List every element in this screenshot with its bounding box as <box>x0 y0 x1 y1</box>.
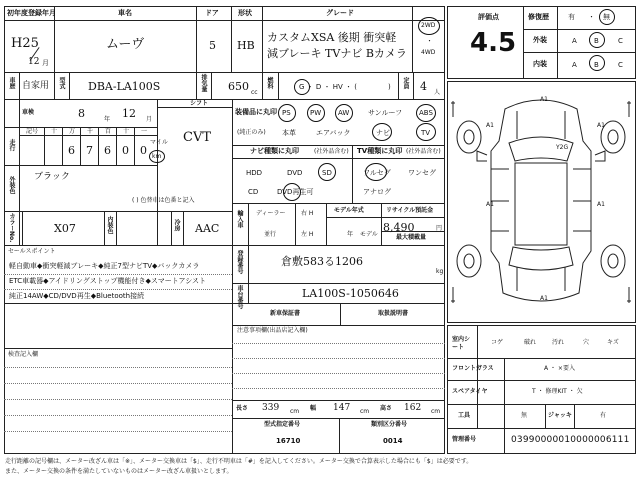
car-name-value: ムーヴ <box>106 37 145 52</box>
height-label: 高さ <box>380 405 393 412</box>
manage-value: 03990000010000006111 <box>511 435 630 445</box>
width-label: 幅 <box>310 405 317 412</box>
displacement-value: 650 <box>228 80 249 93</box>
equip-navi: ナビ <box>376 129 390 137</box>
reg-no-label: 登録番号 <box>236 250 243 274</box>
mileage-digit-3: 6 <box>104 144 111 157</box>
color-note: ( ) 色替車は色番と記入 <box>132 197 195 204</box>
type-no-label: 型式指定番号 <box>264 421 301 428</box>
seat-stain: 汚れ <box>552 339 565 346</box>
import-dealer: ディーラー <box>256 210 286 217</box>
door-label: ドア <box>205 9 219 17</box>
height-unit: cm <box>431 408 441 415</box>
displacement-unit: cc <box>251 89 258 96</box>
mileage-digit-1: 6 <box>68 144 75 157</box>
score-label: 評価点 <box>478 13 499 21</box>
length-unit: cm <box>290 408 300 415</box>
shift-label: シフト <box>190 100 209 107</box>
exterior-label: 外装 <box>533 36 547 44</box>
color-label: 外装色 <box>8 176 15 194</box>
sales-point-line2: ETC車載器◆アイドリングストップ機能付き◆スマートアシスト <box>9 277 207 285</box>
first-reg-label: 初年度登録年月 <box>7 9 56 17</box>
color-no-value: X07 <box>54 222 76 235</box>
seat-hole: 穴 <box>583 339 590 346</box>
type-no-value: 16710 <box>276 437 301 445</box>
mileage-digit-2: 7 <box>86 144 93 157</box>
color-no-label: カラーNo. <box>8 213 15 243</box>
repair-no: 無 <box>603 13 610 21</box>
interior-b: B <box>594 61 599 69</box>
model-unit: モデル <box>360 231 378 238</box>
damage-code-right-door: A1 <box>597 201 605 208</box>
mileage-label: 走行 <box>8 139 15 151</box>
inspection-month: 12 <box>122 107 136 120</box>
import-left: 左 H <box>301 231 314 238</box>
displacement-label: 排気量 <box>200 74 207 92</box>
tool-value: 無 <box>521 412 528 419</box>
drive-4wd: 4WD <box>421 49 436 56</box>
capacity-value: 4 <box>420 80 427 93</box>
recycle-unit: 円 <box>436 225 443 232</box>
seat-scratch: キズ <box>607 339 619 346</box>
tv-analog: アナログ <box>363 188 391 196</box>
navi-sd: SD <box>322 169 332 177</box>
capacity-unit: 人 <box>434 89 441 96</box>
exterior-c: C <box>618 37 623 45</box>
repair-dot: ・ <box>588 13 595 21</box>
mileage-place-1: 十 <box>51 128 58 135</box>
new-warranty-label: 新車保証書 <box>270 310 301 317</box>
length-label: 長さ <box>236 405 249 412</box>
tv-label: TV種類に丸印 <box>357 147 403 155</box>
recycle-label: リサイクル預託金 <box>386 207 434 214</box>
damage-code-left-door: A1 <box>486 201 494 208</box>
damage-code-rear: A1 <box>540 295 548 302</box>
mileage-place-3: 千 <box>87 128 94 135</box>
seat-tear: 破れ <box>524 339 537 346</box>
spare-label: スペアタイヤ <box>452 388 488 395</box>
damage-code-right-front: A1 <box>597 122 605 129</box>
mileage-place-sign: 記号 <box>26 128 39 135</box>
equip-ps: PS <box>282 109 291 117</box>
damage-code-roof: Y2G <box>556 144 569 151</box>
equip-pw: PW <box>310 109 322 117</box>
interior-color-label: 内装色 <box>106 216 113 234</box>
sales-point-line3: 純正14AW◆CD/DVD再生◆Bluetooth接続 <box>9 292 145 300</box>
ac-value: AAC <box>195 222 220 235</box>
repair-yes: 有 <box>568 13 575 21</box>
class-no-label: 類別区分番号 <box>371 421 408 428</box>
tool-label: 工具 <box>458 412 471 419</box>
equipment-sub: (純正のみ) <box>237 129 266 136</box>
repair-label: 修復歴 <box>528 13 549 21</box>
first-reg-era: H25 <box>11 36 39 51</box>
use-label: 車歴 <box>8 77 15 89</box>
seller-notes-label: 注意事項欄(出品店記入欄) <box>237 327 308 334</box>
interior-label: 内装 <box>533 60 547 68</box>
load-label: 最大積載量 <box>396 234 427 241</box>
jack-label: ジャッキ <box>548 412 572 419</box>
mileage-digit-5: 0 <box>140 144 147 157</box>
drive-2wd: 2WD <box>421 22 436 29</box>
mileage-place-5: 十 <box>123 128 130 135</box>
equipment-label: 装備品に丸印 <box>235 108 277 116</box>
reg-no-value: 倉敷583る1206 <box>281 255 363 268</box>
manual-label: 取扱説明書 <box>378 310 409 317</box>
inspection-year: 8 <box>78 107 85 120</box>
car-name-label: 車名 <box>118 9 132 17</box>
model-year-unit: 年 <box>347 231 354 238</box>
shape-label: 形状 <box>238 9 252 17</box>
fuel-label: 燃料 <box>266 77 273 89</box>
glass-value: A ・ ×要入 <box>544 365 575 372</box>
navi-sub: (社外品含む) <box>314 148 349 155</box>
load-unit: kg <box>436 268 444 275</box>
navi-dvd-play: DVD再生可 <box>277 188 314 196</box>
interior-a: A <box>572 61 577 69</box>
tv-oneseg: ワンセグ <box>408 169 436 177</box>
mileage-digit-4: 0 <box>122 144 129 157</box>
interior-c: C <box>618 61 623 69</box>
equip-airbag: エアバック <box>316 129 351 137</box>
capacity-label: 定員 <box>402 77 409 89</box>
height-value: 162 <box>404 403 422 413</box>
width-value: 147 <box>333 403 351 413</box>
use-value: 自家用 <box>22 81 50 91</box>
class-no-value: 0014 <box>383 437 403 445</box>
equip-aw: AW <box>338 109 350 117</box>
door-value: 5 <box>209 39 216 52</box>
import-parallel: 並行 <box>264 231 277 238</box>
navi-dvd: DVD <box>287 169 303 177</box>
mileage-place-2: 万 <box>69 128 76 135</box>
car-damage-diagram <box>447 81 636 323</box>
inspection-month-unit: 月 <box>146 116 153 123</box>
model-year-label: モデル年式 <box>334 207 364 214</box>
seat-label: 室内シート <box>452 336 471 351</box>
ac-label: 冷房 <box>173 219 180 231</box>
score-value: 4.5 <box>470 28 517 58</box>
navi-label: ナビ種類に丸印 <box>250 147 299 155</box>
equip-leather: 本革 <box>282 129 296 137</box>
inspector-label: 検査記入欄 <box>8 351 39 358</box>
sales-points-label: セールスポイント <box>8 248 56 255</box>
color-value: ブラック <box>34 172 70 182</box>
equip-abs: ABS <box>419 109 433 117</box>
footer-note-1: 走行距離の記号欄は、メーター改ざん車は「※」、メーター交換車は「$」、走行不明車は「#」を記入してください。メーター交換で合算表示した場合にも「$」は必要です。 <box>5 458 473 465</box>
grade-label: グレード <box>326 9 354 17</box>
fuel-tail: ) <box>388 83 391 91</box>
equip-sunroof: サンルーフ <box>368 109 403 117</box>
model-label: 型式 <box>58 77 65 89</box>
import-label: 輸入車 <box>236 210 243 228</box>
width-unit: cm <box>360 408 370 415</box>
chassis-value: LA100S-1050646 <box>302 287 399 300</box>
shape-value: HB <box>237 39 255 52</box>
footer-note-2: また、メーター交換の条件を満たしていないものはメーター改ざん車扱いとします。 <box>5 468 233 475</box>
model-value: DBA-LA100S <box>88 80 161 93</box>
tv-sub: (社外品含む) <box>406 148 441 155</box>
inspection-year-unit: 年 <box>104 116 111 123</box>
grade-line1: カスタムXSA 後期 衝突軽 <box>267 31 397 44</box>
import-right: 右 H <box>301 210 314 217</box>
mileage-place-4: 百 <box>105 128 112 135</box>
length-value: 339 <box>262 403 280 413</box>
seat-burn: コゲ <box>491 339 504 346</box>
exterior-b: B <box>594 37 599 45</box>
chassis-label: 車台番号 <box>236 285 243 309</box>
mileage-unit-km: km <box>152 153 162 160</box>
sales-point-line1: 軽自動車◆衝突軽減ブレーキ◆純正7型ナビTV◆バックカメラ <box>9 262 200 270</box>
first-reg-month-unit: 月 <box>42 59 49 67</box>
mileage-unit-mile: マイル <box>150 139 168 146</box>
glass-label: フロントガラス <box>452 365 494 372</box>
damage-code-left-front: A1 <box>486 122 494 129</box>
navi-hdd: HDD <box>246 169 263 177</box>
exterior-a: A <box>572 37 577 45</box>
spare-value: T ・ 修理KIT ・ 欠 <box>532 388 583 395</box>
recycle-value: 8,490 <box>383 221 415 234</box>
damage-code-front: A1 <box>540 96 548 103</box>
inspection-label: 車検 <box>22 109 35 116</box>
first-reg-month: 12 <box>28 57 40 67</box>
manage-label: 管理番号 <box>452 436 477 443</box>
tv-fullseg: フルセグ <box>363 169 391 177</box>
drive-dot: ・ <box>426 37 433 45</box>
grade-line2: 減ブレーキ TVナビ Bカメラ <box>267 47 407 60</box>
mileage-place-6: 一 <box>141 128 148 135</box>
fuel-options: G ・ D ・ HV ・ ( <box>299 83 357 91</box>
navi-cd: CD <box>248 188 259 196</box>
equip-tv: TV <box>421 129 431 137</box>
shift-value: CVT <box>183 130 212 145</box>
jack-value: 有 <box>600 412 607 419</box>
